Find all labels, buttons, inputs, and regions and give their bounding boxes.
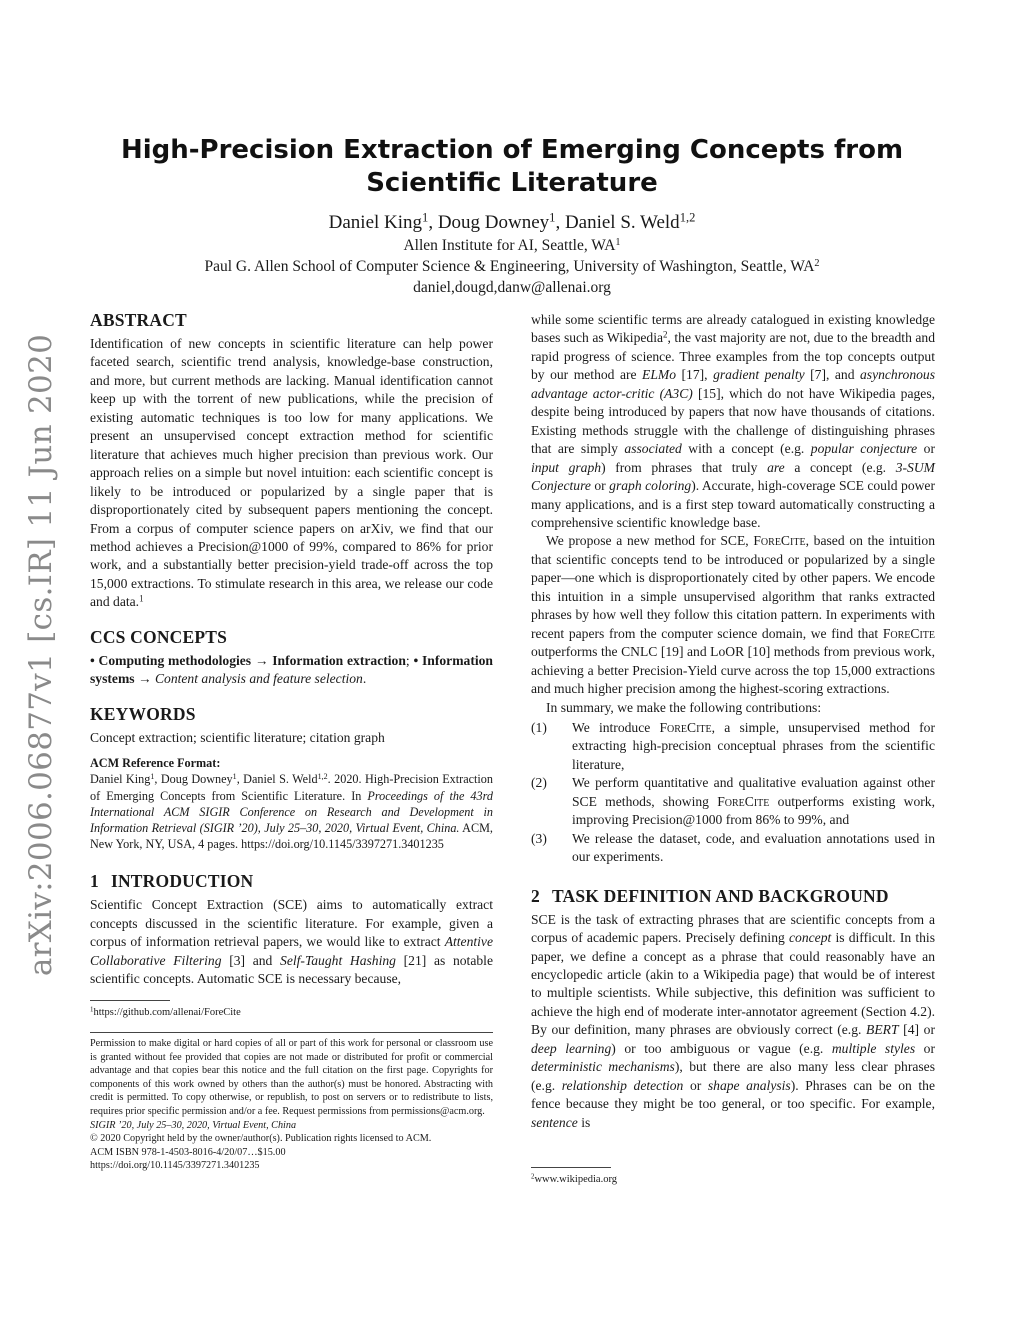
affiliation-1: Allen Institute for AI, Seattle, $WA^1$ xyxy=(403,236,621,254)
intro-continued: while some scientific terms are already catalogued in existing knowledge bases such as Wikipedia$^2$, the vast majority are not, due to the breadth and rapid progress of science. Three examples from the top concepts output by our method are ELMo [17], gradient penalty [7], and asynchronous advantage actor-critic (A3C) [15], which do not have Wikipedia pages, despite being introduced by papers that now have thousands of citations. Existing methods struggle with the challenge of distinguishing phrases that are simply associated with a concept (e.g. popular conjecture or input graph) from phrases that truly are a concept (e.g. 3-SUM Conjecture or graph coloring). Accurate, high-coverage SCE could power many applications, and is a first step toward automatically constructing a comprehensive scientific knowledge base. xyxy=(531,312,936,530)
arxiv-id: arXiv:2006.06877v1 [cs.IR] 11 Jun 2020 xyxy=(23,333,59,977)
author-name: Daniel S. Weld xyxy=(564,212,680,233)
list-item: (1) We introduce ForeCite, a simple, unsupervised method for extracting high-precision conceptual phrases from the scientific literature, xyxy=(531,719,935,772)
ccs-heading: CCS CONCEPTS xyxy=(90,626,228,647)
left-column xyxy=(90,309,493,989)
arxiv-stamp xyxy=(12,333,70,977)
abstract-heading: ABSTRACT xyxy=(90,310,187,330)
footnote-rule xyxy=(90,1000,170,1001)
footnote-2: $^2$www.wikipedia.org xyxy=(531,1173,617,1185)
footnote-rule xyxy=(531,1167,611,1168)
doi: https://doi.org/10.1145/3397271.3401235 xyxy=(90,1160,260,1172)
author-name: Daniel King xyxy=(328,212,423,233)
method-paragraph: We propose a new method for SCE, ForeCite, based on the intuition that scientific concepts tend to be introduced or popularized by a single paper—one which is disproportionately cited by other papers. We encode this intuition in a simple unsupervised algorithm that ranks extracted phrases by how well they follow this citation pattern. In experiments with recent papers from the computer science domain, we find that ForeCite outperforms the CNLC [19] and LoOR [10] methods from previous work, achieving a better Precision-Yield curve across the top 15,000 extractions and much higher precision among the highest-scoring extractions. xyxy=(531,533,935,697)
keywords-heading: KEYWORDS xyxy=(90,703,196,724)
ccs-concepts: • Computing methodologies → Information extraction; • Information systems → Content analysis and feature selection. xyxy=(90,652,493,687)
permission-block xyxy=(90,1037,493,1173)
paper-title: High-Precision Extraction of Emerging Concepts from Scientific Literature xyxy=(120,135,904,198)
contributions-list xyxy=(531,719,935,867)
footnote-1: $^1$https://github.com/allenai/ForeCite xyxy=(90,1006,241,1018)
author-name: Doug Downey xyxy=(437,212,550,233)
abstract-text: Identification of new concepts in scientific literature can help power faceted search, scientific trend analysis, knowledge-base construction, and more, but current methods are lacking. Manual identification cannot keep up with the torrent of new publications, while the precision of existing automatic techniques is too low for many applications. We present an unsupervised concept extraction method for scientific literature that achieves much higher precision than previous work. Our approach relies on a simple but novel intuition: each scientific concept is likely to be introduced or popularized by a single paper that is disproportionately cited by subsequent papers mentioning the concept. From a corpus of computer science papers on arXiv, we find that our method achieves a Precision@1000 of 99%, compared to 86% for prior work, and a substantially better precision-yield trade-off across the top 15,000 extractions. To stimulate research in this area, we release our code and data.$^1$ xyxy=(90,336,493,610)
author-list: Daniel King$^1$, Doug Downey$^1$, Daniel S. Weld$^{1,2}$ xyxy=(328,210,696,233)
permission-rule xyxy=(90,1032,493,1033)
list-item: (2) We perform quantitative and qualitative evaluation against other SCE methods, showing ForeCite outperforms existing work, improving Precision@1000 from 86% to 99%, and xyxy=(531,775,935,828)
venue: SIGIR ’20, July 25–30, 2020, Virtual Event, China xyxy=(90,1119,297,1131)
list-item: (3) We release the dataset, code, and evaluation annotations used in our experiments. xyxy=(531,830,935,865)
permission-text: Permission to make digital or hard copies of all or part of this work for personal or classroom use is granted without fee provided that copies are not made or distributed for profit or commercial advantage and that copies bear this notice and the full citation on the first page. Copyrights for components of this work owned by others than the author(s) must be honored. Abstracting with credit is permitted. To copy otherwise, or republish, to post on servers or to redistribute to lists, requires prior specific permission and/or a fee. Request permissions from permissions@acm.org. xyxy=(90,1038,493,1117)
right-column xyxy=(531,311,935,1132)
intro-paragraph: Scientific Concept Extraction (SCE) aims to automatically extract concepts discussed in the scientific literature. For example, given a corpus of information retrieval papers, we would like to extract Attentive Collaborative Filtering [3] and Self-Taught Hashing [21] as notable scientific concepts. Automatic SCE is necessary because, xyxy=(90,897,493,987)
copyright: © 2020 Copyright held by the owner/author(s). Publication rights licensed to ACM. xyxy=(90,1133,432,1145)
acm-reference: Daniel King$^1$, Doug Downey$^1$, Daniel S. Weld$^{1,2}$. 2020. High-Precision Extraction of Emerging Concepts from Scientific Literature. In Proceedings of the 43rd International ACM SIGIR Conference on Research and Development in Information Retrieval (SIGIR ’20), July 25–30, 2020, Virtual Event, China. ACM, New York, NY, USA, 4 pages. https://doi.org/10.1145/3397271.3401235 xyxy=(90,772,493,852)
isbn: ACM ISBN 978-1-4503-8016-4/20/07…$15.00 xyxy=(90,1146,286,1158)
author-emails: daniel,dougd,danw@allenai.org xyxy=(413,279,611,296)
acm-ref-label: ACM Reference Format: xyxy=(90,756,221,771)
summary-line: In summary, we make the following contributions: xyxy=(546,699,822,715)
keywords-text: Concept extraction; scientific literature; citation graph xyxy=(90,729,385,745)
affiliation-2: Paul G. Allen School of Computer Science & Engineering, University of Washington, Seattle, $WA^2$ xyxy=(204,257,820,275)
section2-paragraph: SCE is the task of extracting phrases that are scientific concepts from a corpus of academic papers. Precisely defining concept is difficult. In this paper, we define a concept as a phrase that could reasonably have an encyclopedic article (akin to a Wikipedia page) that would be of interest to multiple scientists. While subjective, this definition was sufficient to achieve the high end of moderate inter-annotator agreement (Section 4.2). By our definition, many phrases are obviously correct (e.g. BERT [4] or deep learning) or too ambiguous or vague (e.g. multiple styles or deterministic mechanisms), but there are also many less clear phrases (e.g. relationship detection or shape analysis). Phrases can be on the fence because they might be too general, or too specific. For example, sentence is xyxy=(531,911,936,1130)
intro-heading: 1 INTRODUCTION xyxy=(90,871,254,892)
section2-heading: 2 TASK DEFINITION AND BACKGROUND xyxy=(531,885,889,906)
